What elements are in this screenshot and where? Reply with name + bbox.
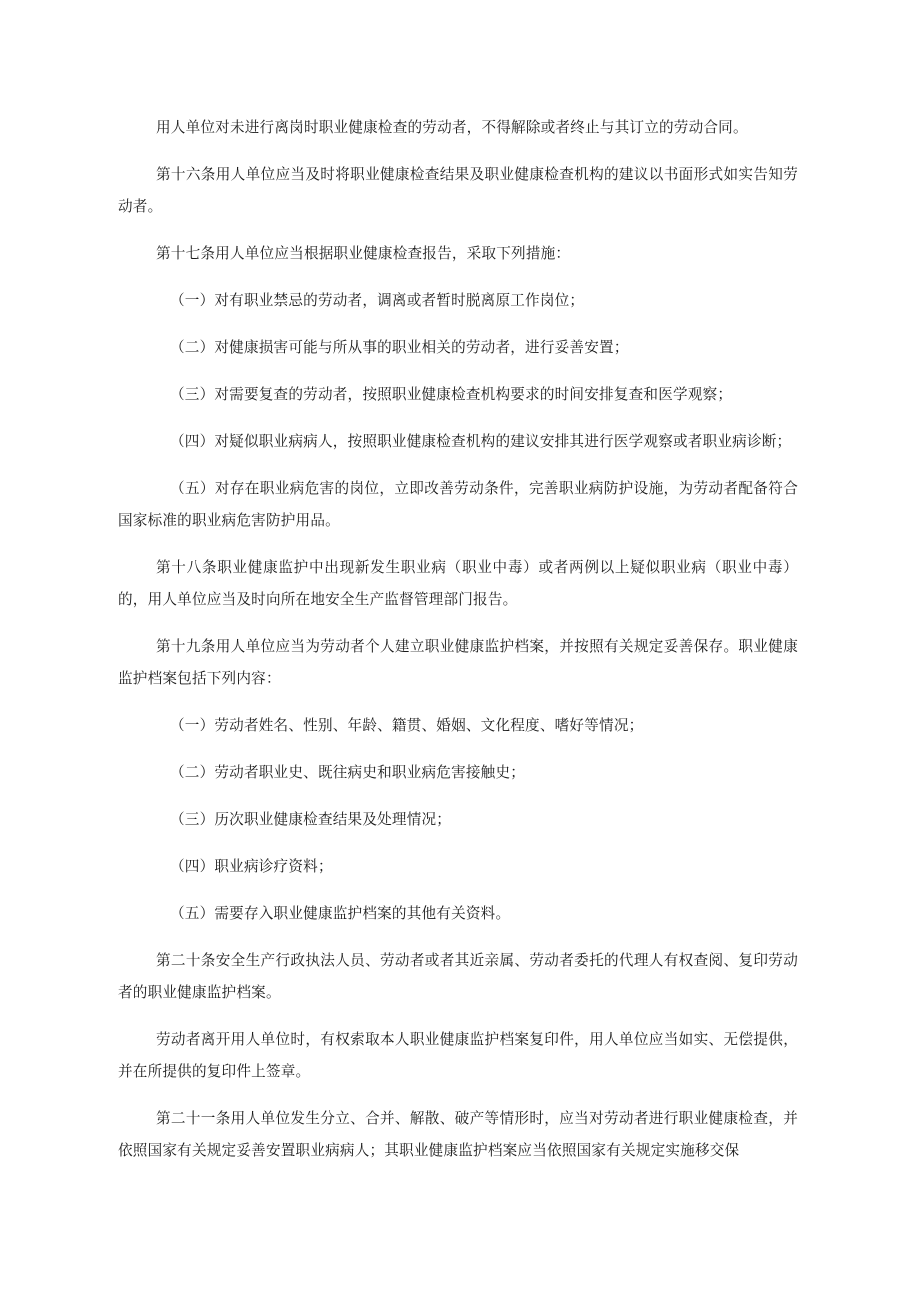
list-item: （二）对健康损害可能与所从事的职业相关的劳动者，进行妥善安置；	[170, 339, 629, 356]
list-item: （三）历次职业健康检查结果及处理情况；	[170, 811, 452, 828]
list-item: （五）需要存入职业健康监护档案的其他有关资料。	[170, 905, 511, 922]
list-item: （四）对疑似职业病病人，按照职业健康检查机构的建议安排其进行医学观察或者职业病诊断；	[170, 433, 792, 450]
paragraph-article-16: 第十六条用人单位应当及时将职业健康检查结果及职业健康检查机构的建议以书面形式如实告知劳动者。	[118, 166, 798, 215]
paragraph-article-20: 第二十条安全生产行政执法人员、劳动者或者其近亲属、劳动者委托的代理人有权查阅、复印劳动者的职业健康监护档案。	[118, 952, 798, 1001]
paragraph-article-18: 第十八条职业健康监护中出现新发生职业病（职业中毒）或者两例以上疑似职业病（职业中毒）的，用人单位应当及时向所在地安全生产监督管理部门报告。	[118, 559, 798, 608]
list-item: （三）对需要复查的劳动者，按照职业健康检查机构要求的时间安排复查和医学观察；	[170, 386, 733, 403]
list-item: （二）劳动者职业史、既往病史和职业病危害接触史；	[170, 764, 526, 781]
list-item: （一）劳动者姓名、性别、年龄、籍贯、婚姻、文化程度、嗜好等情况；	[170, 717, 644, 734]
paragraph-article-21: 第二十一条用人单位发生分立、合并、解散、破产等情形时，应当对劳动者进行职业健康检查，并依照国家有关规定妥善安置职业病病人；其职业健康监护档案应当依照国家有关规定实施移交保	[118, 1110, 798, 1159]
list-item: （四）职业病诊疗资料；	[170, 858, 333, 875]
paragraph: 用人单位对未进行离岗时职业健康检查的劳动者，不得解除或者终止与其订立的劳动合同。	[156, 119, 748, 136]
paragraph-article-17: 第十七条用人单位应当根据职业健康检查报告，采取下列措施：	[156, 245, 571, 262]
list-item: （五）对存在职业病危害的岗位，立即改善劳动条件，完善职业病防护设施，为劳动者配备符合国家标准的职业病危害防护用品。	[118, 480, 798, 529]
document-body	[118, 112, 798, 1182]
paragraph: 劳动者离开用人单位时，有权索取本人职业健康监护档案复印件，用人单位应当如实、无偿提供，并在所提供的复印件上签章。	[118, 1031, 798, 1080]
paragraph-article-19: 第十九条用人单位应当为劳动者个人建立职业健康监护档案，并按照有关规定妥善保存。职业健康监护档案包括下列内容：	[118, 638, 798, 687]
list-item: （一）对有职业禁忌的劳动者，调离或者暂时脱离原工作岗位；	[170, 292, 585, 309]
